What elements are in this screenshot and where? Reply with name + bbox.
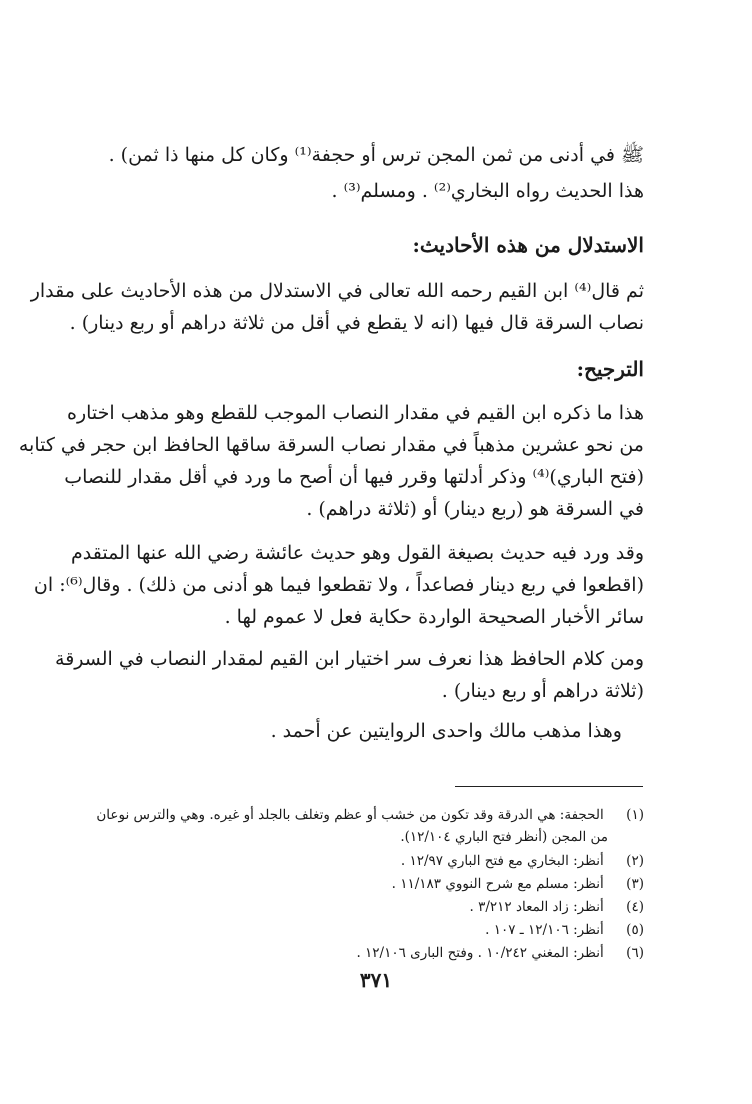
- footnote-4: [109, 896, 644, 918]
- footnote-6: [109, 942, 644, 964]
- madhhab-line: وهذا مذهب مالك واحدى الروايتين عن أحمد .: [270, 720, 622, 742]
- footnote-5: [109, 919, 644, 941]
- footnote-text: الحجفة: هي الدرقة وقد تكون من خشب أو عظم وتغلف بالجلد أو غيره. وهي والترس نوعان: [96, 807, 604, 823]
- footnote-number: (٥): [626, 922, 644, 938]
- footnote-text: أنظر: البخاري مع فتح الباري ١٢/٩٧ .: [400, 853, 604, 869]
- tarjih-line-1: هذا ما ذكره ابن القيم في مقدار النصاب الموجب للقطع وهو مذهب اختاره: [66, 402, 644, 424]
- footnote-3: [109, 873, 644, 895]
- footnote-text: أنظر: ١٢/١٠٦ ـ ١٠٧ .: [485, 922, 604, 938]
- intro-line-1: ﷺ في أدنى من ثمن المجن ترس أو حجفة⁽¹⁾ وكان كل منها ذا ثمن) .: [108, 144, 644, 166]
- footnote-1-continuation: [109, 826, 644, 848]
- tarjih-line-2: من نحو عشرين مذهباً في مقدار نصاب السرقة ساقها الحافظ ابن حجر في كتابه: [18, 434, 644, 456]
- section-heading-tarjih: الترجيح:: [576, 357, 644, 381]
- hadith-line-2: (اقطعوا في ربع دينار فصاعداً ، ولا تقطعوا فيما هو أدنى من ذلك) . وقال⁽⁶⁾: ان: [33, 574, 644, 596]
- footnote-number: (٦): [626, 945, 644, 961]
- section-heading-istidlal: الاستدلال من هذه الأحاديث:: [412, 233, 644, 257]
- footnote-text: من المجن (أنظر فتح الباري ١٢/١٠٤).: [400, 829, 608, 845]
- tarjih-line-4: في السرقة هو (ربع دينار) أو (ثلاثة دراهم) .: [306, 498, 644, 520]
- footnote-separator: [455, 786, 643, 787]
- intro-line-2: هذا الحديث رواه البخاري⁽²⁾ . ومسلم⁽³⁾ .: [331, 180, 644, 202]
- hadith-line-1: وقد ورد فيه حديث بصيغة القول وهو حديث عائشة رضي الله عنها المتقدم: [71, 542, 644, 564]
- footnote-number: (١): [626, 807, 644, 823]
- tarjih-line-3: (فتح الباري)⁽⁴⁾ وذكر أدلتها وقرر فيها أن أصح ما ورد في أقل مقدار للنصاب: [64, 466, 644, 488]
- istidlal-line-2: نصاب السرقة قال فيها (انه لا يقطع في أقل من ثلاثة دراهم أو ربع دينار) .: [69, 312, 644, 334]
- conclusion-line-1: ومن كلام الحافظ هذا نعرف سر اختيار ابن القيم لمقدار النصاب في السرقة: [55, 648, 644, 670]
- footnote-1: [96, 804, 644, 826]
- istidlal-line-1: ثم قال⁽⁴⁾ ابن القيم رحمه الله تعالى في الاستدلال من هذه الأحاديث على مقدار: [30, 280, 644, 302]
- footnote-2: [109, 850, 644, 872]
- footnote-text: أنظر: المغني ١٠/٢٤٢ . وفتح البارى ١٢/١٠٦ .: [356, 945, 604, 961]
- page-number: ٣٧١: [359, 968, 393, 992]
- footnote-text: أنظر: زاد المعاد ٣/٢١٢ .: [469, 899, 604, 915]
- conclusion-line-2: (ثلاثة دراهم أو ربع دينار) .: [441, 680, 644, 702]
- footnote-number: (٣): [626, 876, 644, 892]
- footnote-number: (٤): [626, 899, 644, 915]
- footnote-text: أنظر: مسلم مع شرح النووي ١١/١٨٣ .: [391, 876, 604, 892]
- footnote-number: (٢): [626, 853, 644, 869]
- hadith-line-3: سائر الأخبار الصحيحة الواردة حكاية فعل لا عموم لها .: [224, 606, 644, 628]
